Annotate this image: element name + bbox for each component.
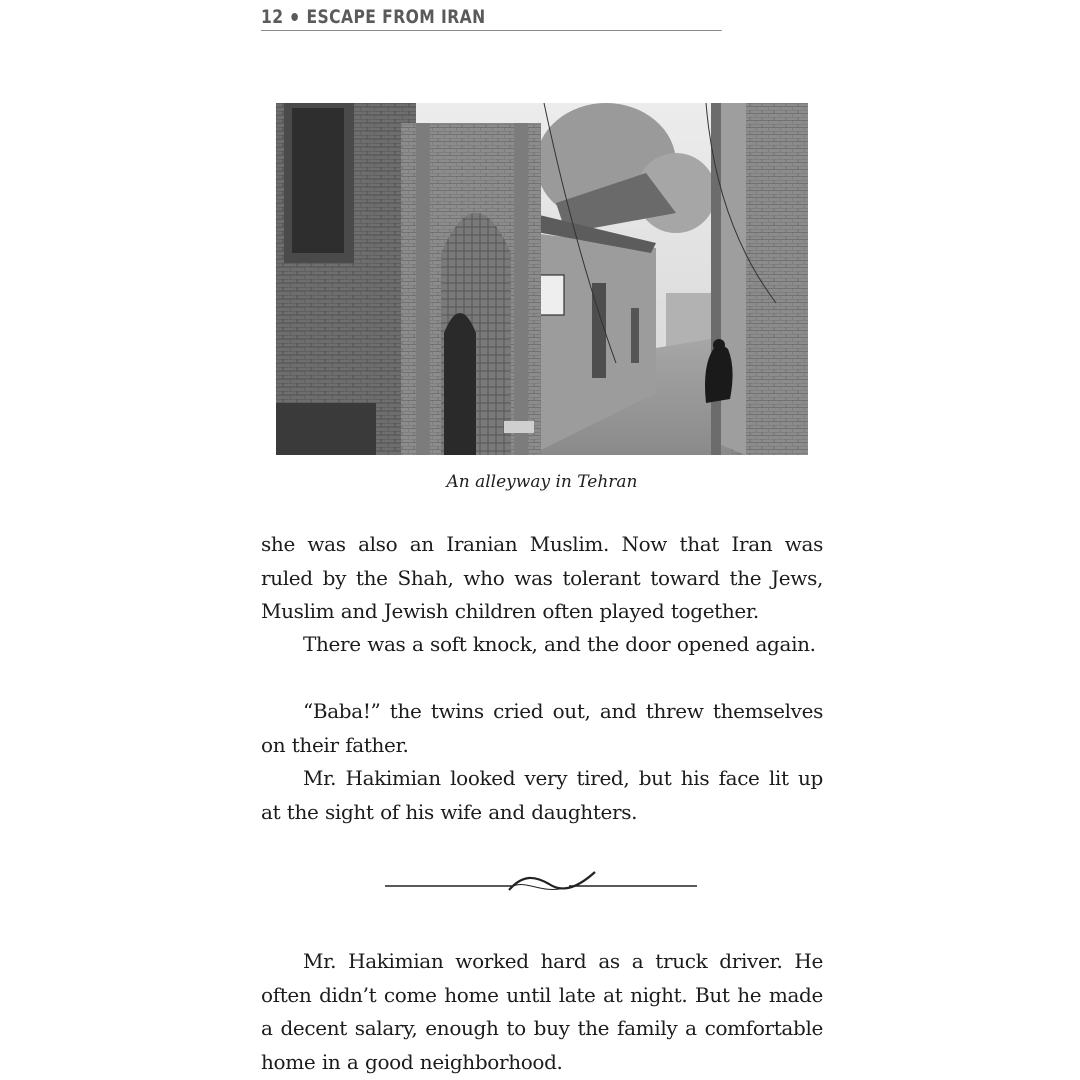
paragraph-2: There was a soft knock, and the door opened again.: [303, 632, 816, 656]
photo-caption: An alleyway in Tehran: [446, 472, 638, 492]
alleyway-photo: [276, 103, 808, 455]
paragraph-5: Mr. Hakimian worked hard as a truck driver. He often didn’t come home until late at night. But he made a decent salary, enough to buy the family a comfortable home in a good neighborhood.: [261, 949, 823, 1074]
book-title: ESCAPE FROM IRAN: [306, 6, 486, 28]
paragraph-4: Mr. Hakimian looked very tired, but his face lit up at the sight of his wife and daughters.: [261, 766, 823, 824]
paragraph-1: she was also an Iranian Muslim. Now that Iran was ruled by the Shah, who was tolerant toward the Jews, Muslim and Jewish children often played together.: [261, 532, 823, 623]
section-break-ornament: [385, 868, 697, 900]
bullet-separator: [292, 13, 299, 21]
paragraph-3: “Baba!” the twins cried out, and threw themselves on their father.: [261, 699, 823, 757]
running-head: [261, 4, 722, 31]
page-number: 12: [261, 6, 284, 28]
